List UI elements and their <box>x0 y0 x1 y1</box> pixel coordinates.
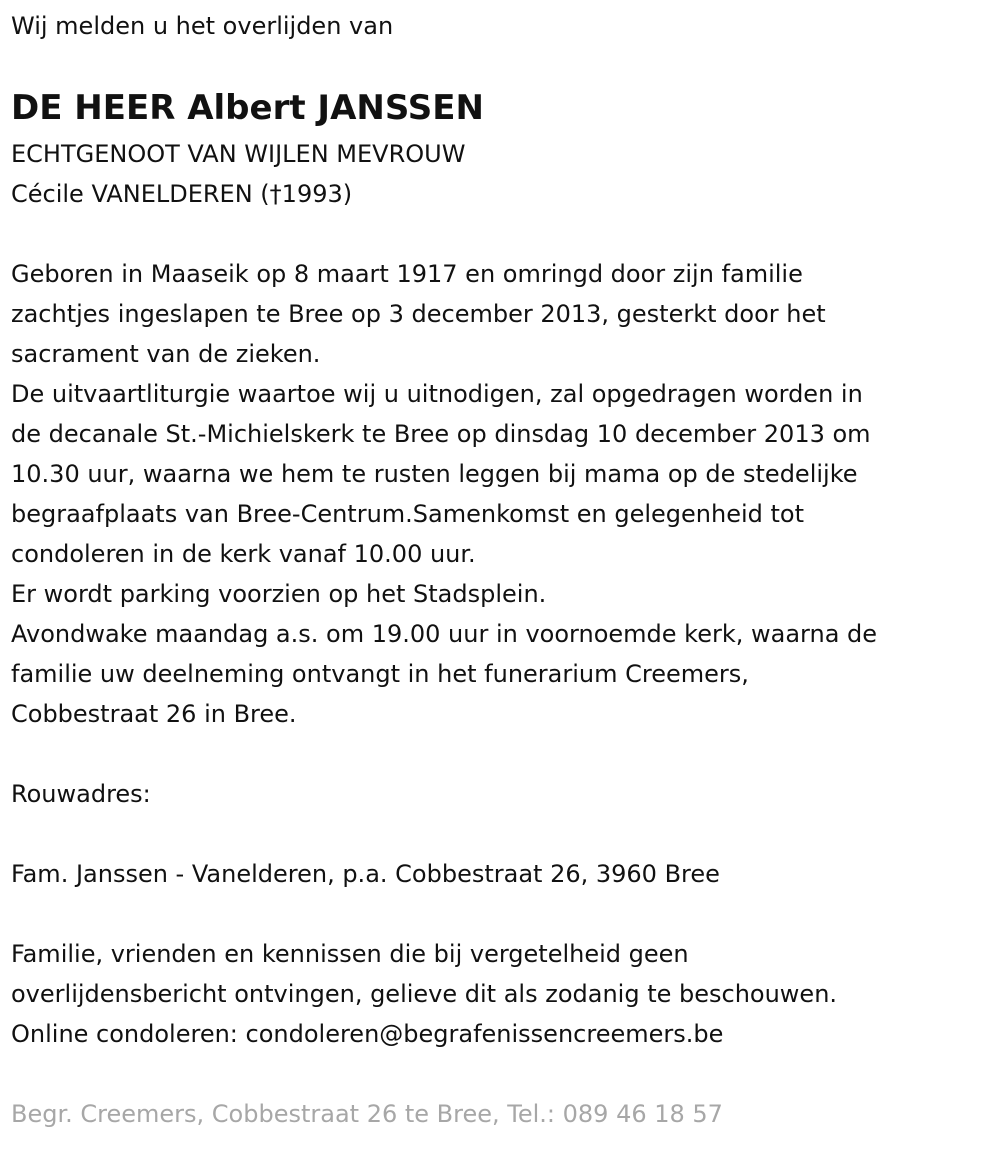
body-line: zachtjes ingeslapen te Bree op 3 december 2013, gesterkt door het <box>11 300 826 328</box>
obituary-body <box>11 254 1000 734</box>
mourning-address-value: Fam. Janssen - Vanelderen, p.a. Cobbestraat 26, 3960 Bree <box>11 860 720 888</box>
body-line: familie uw deelneming ontvangt in het funerarium Creemers, <box>11 660 749 688</box>
online-condolence-line: Online condoleren: condoleren@begrafenissencreemers.be <box>11 1020 724 1048</box>
spacer <box>11 1054 1000 1094</box>
notice-block <box>11 934 1000 1054</box>
spacer <box>11 814 1000 854</box>
body-line: begraafplaats van Bree-Centrum.Samenkomst en gelegenheid tot <box>11 500 805 528</box>
body-line: de decanale St.-Michielskerk te Bree op dinsdag 10 december 2013 om <box>11 420 871 448</box>
spouse-line-1: ECHTGENOOT VAN WIJLEN MEVROUW <box>11 140 466 168</box>
spacer <box>11 894 1000 934</box>
body-line: Avondwake maandag a.s. om 19.00 uur in voornoemde kerk, waarna de <box>11 620 878 648</box>
intro-text: Wij melden u het overlijden van <box>11 12 394 40</box>
spacer <box>11 734 1000 774</box>
spouse-line-2: Cécile VANELDEREN (†1993) <box>11 180 353 208</box>
body-line: sacrament van de zieken. <box>11 340 321 368</box>
body-line: De uitvaartliturgie waartoe wij u uitnodigen, zal opgedragen worden in <box>11 380 863 408</box>
body-line: Cobbestraat 26 in Bree. <box>11 700 297 728</box>
body-line: Geboren in Maaseik op 8 maart 1917 en omringd door zijn familie <box>11 260 803 288</box>
body-line: Er wordt parking voorzien op het Stadsplein. <box>11 580 547 608</box>
body-line: condoleren in de kerk vanaf 10.00 uur. <box>11 540 476 568</box>
notice-line: overlijdensbericht ontvingen, gelieve dit als zodanig te beschouwen. <box>11 980 838 1008</box>
funeral-home-footer: Begr. Creemers, Cobbestraat 26 te Bree, Tel.: 089 46 18 57 <box>11 1100 723 1128</box>
mourning-address-label: Rouwadres: <box>11 780 151 808</box>
deceased-name: DE HEER Albert JANSSEN <box>11 88 484 128</box>
spacer <box>11 214 1000 254</box>
body-line: 10.30 uur, waarna we hem te rusten leggen bij mama op de stedelijke <box>11 460 858 488</box>
notice-line: Familie, vrienden en kennissen die bij vergetelheid geen <box>11 940 689 968</box>
